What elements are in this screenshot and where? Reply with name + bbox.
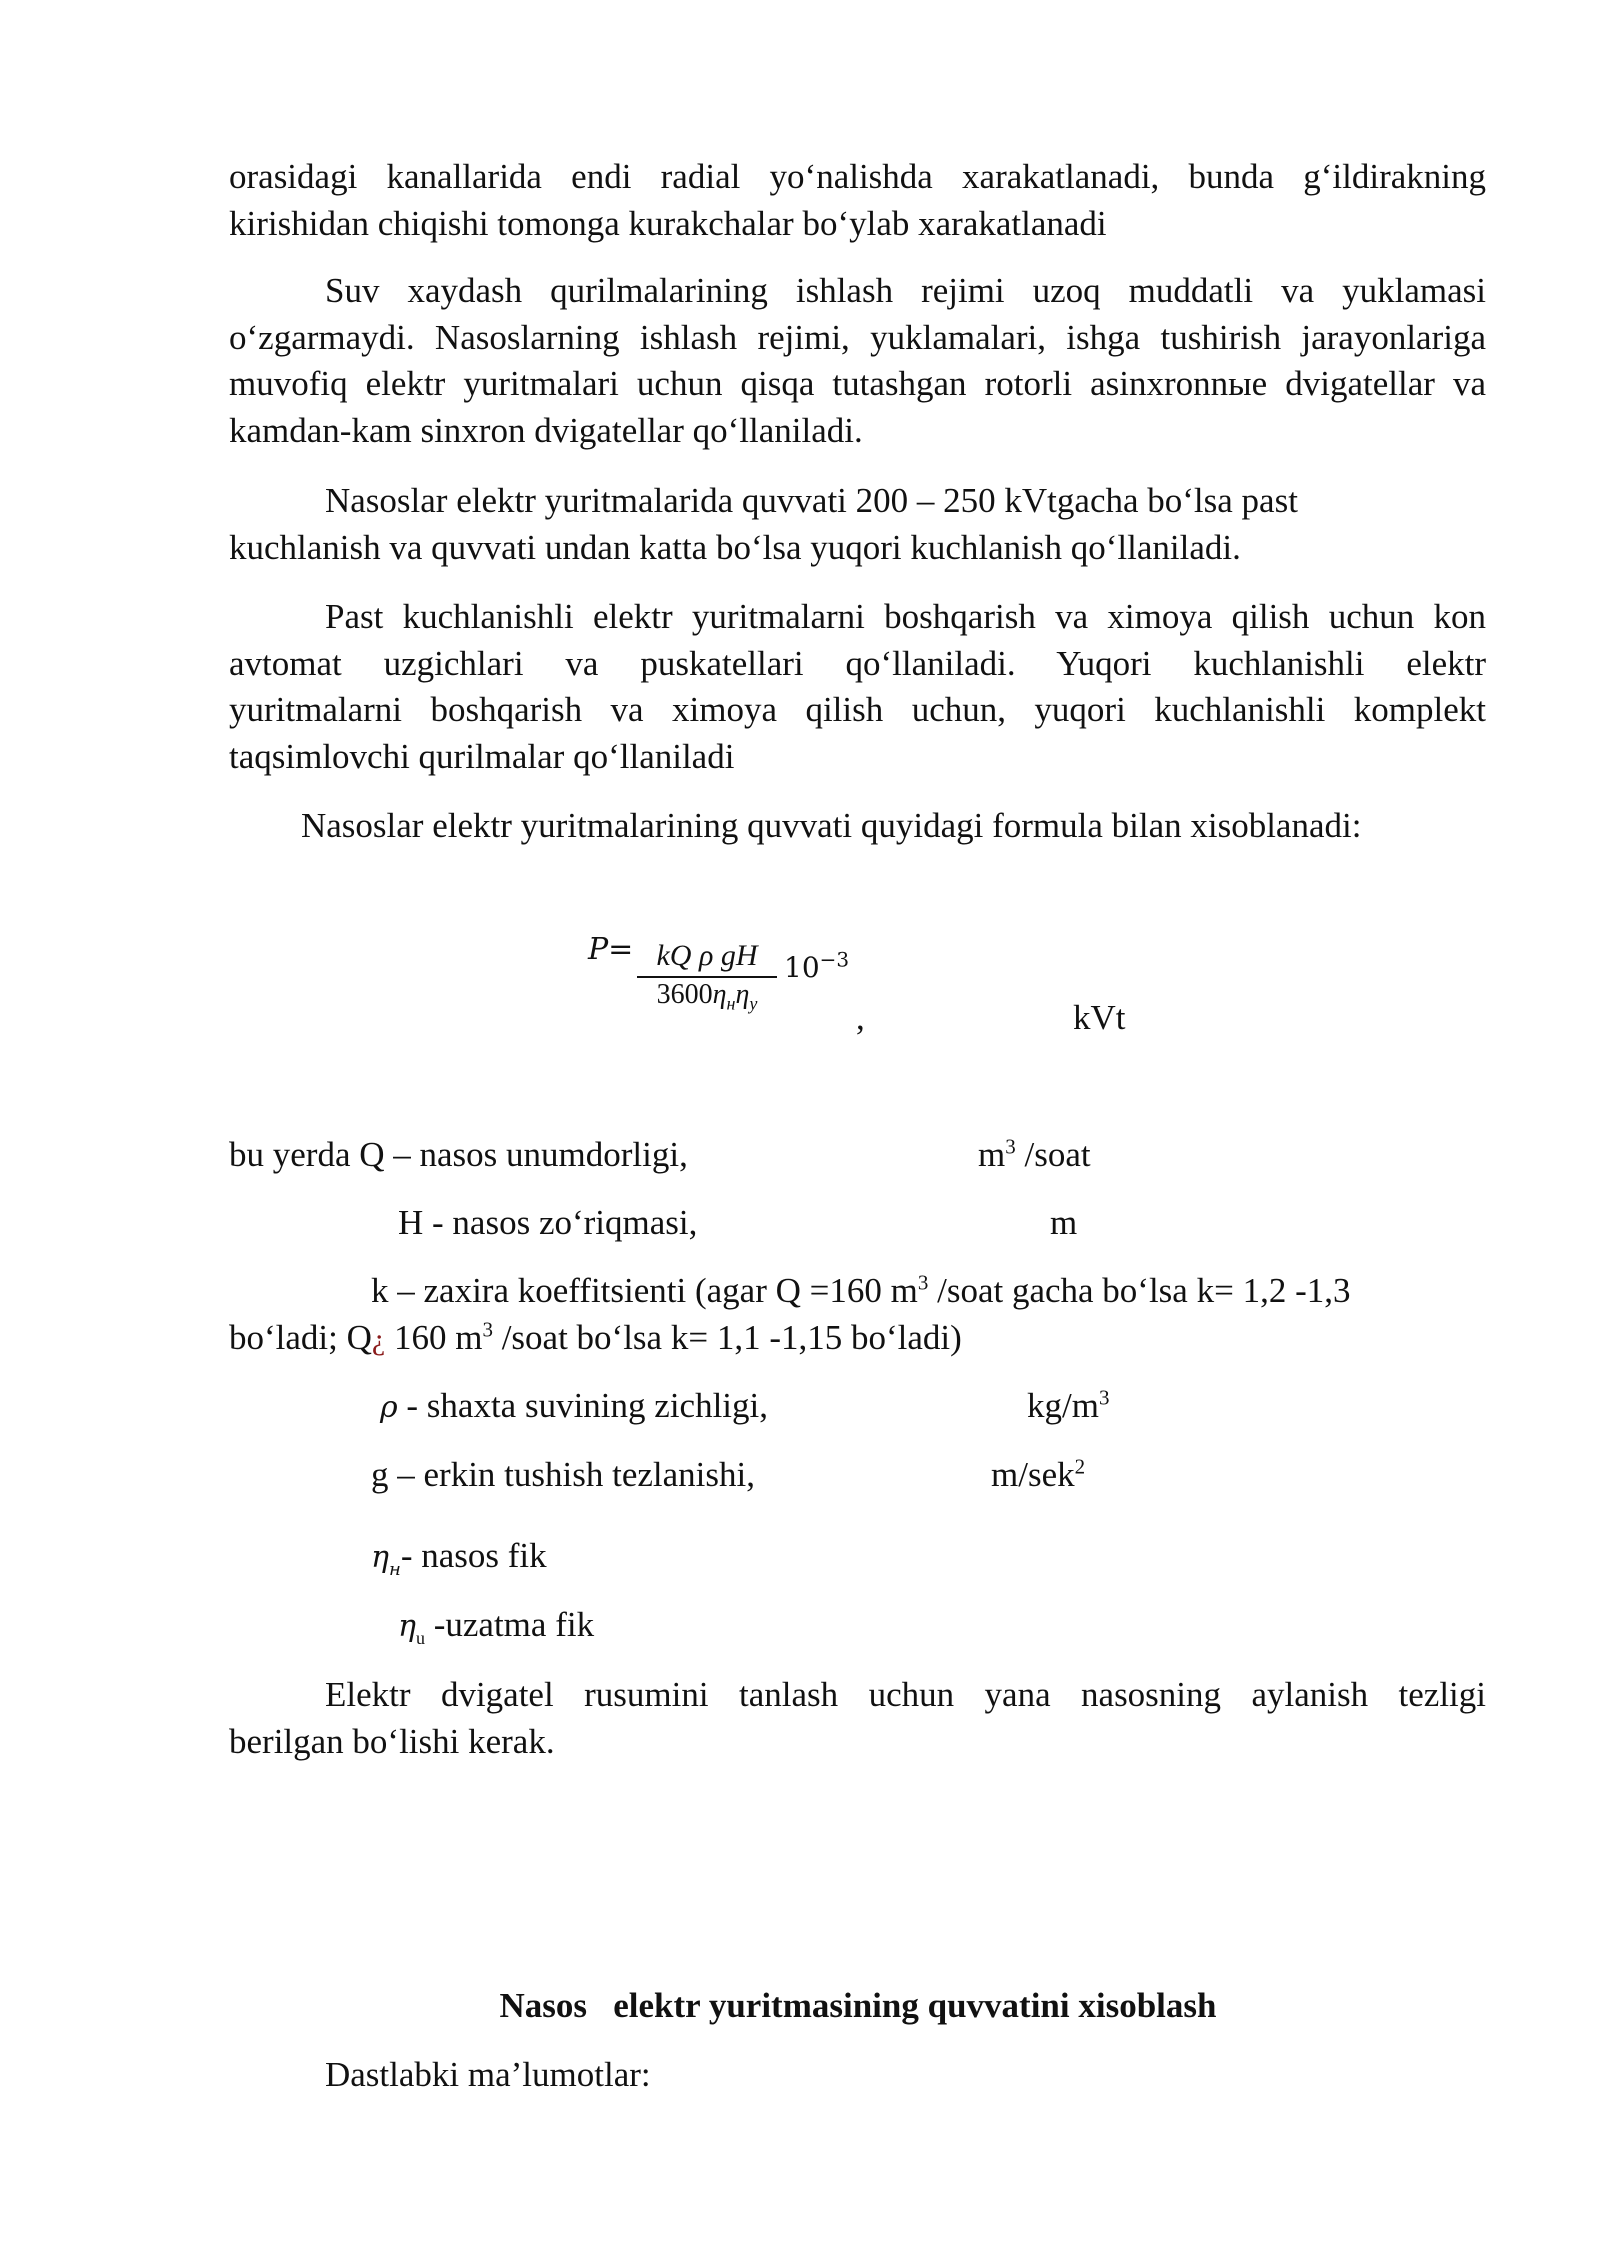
legend-eta-n [371,1536,547,1578]
text-line: kamdan-kam sinxron dvigatellar qo‘llaniladi. [229,410,863,450]
unit-text: m [978,1135,1006,1174]
formula-unit: kVt [1073,998,1126,1037]
text-part: -uzatma fik [424,1605,595,1644]
legend-rho-description [380,1386,768,1428]
rho-symbol: ρ [380,1390,398,1425]
eta-subscript: у [749,993,758,1014]
section-heading: Nasos elektr yuritmasining quvvatini xisoblash [499,1986,1217,2025]
text-part: - nasos fik [400,1536,547,1575]
paragraph-4 [229,594,1486,780]
legend-g-description: g – erkin tushish tezlanishi, [371,1455,755,1494]
legend-q-unit [978,1135,1091,1175]
text-line: berilgan bo‘lishi kerak. [229,1721,555,1761]
paragraph-3 [229,478,1486,571]
text-line: avtomat uzgichlari va puskatellari qo‘llaniladi. Yuqori kuchlanishli elektr [229,643,1486,683]
paragraph-5 [229,803,1486,850]
paragraph-2 [229,268,1486,454]
superscript: 3 [917,1270,929,1295]
eta-symbol: η [735,979,750,1010]
formula-comma: , [856,998,865,1037]
legend-k-line-1 [371,1271,1350,1311]
text-line: Suv xaydash qurilmalarining ishlash rejimi uzoq muddatli va yuklamasi [325,271,1486,310]
eta-symbol: η [371,1540,389,1575]
legend-h-unit: m [1050,1203,1078,1242]
text-part: - shaxta suvining zichligi, [397,1386,768,1425]
text-line: Past kuchlanishli elektr yuritmalarni boshqarish va ximoya qilish uchun kon [325,597,1486,636]
text-part: 160 m [385,1318,483,1357]
text-part: bo‘ladi; Q [229,1318,372,1357]
superscript: 3 [482,1317,493,1342]
text-line: taqsimlovchi qurilmalar qo‘llaniladi [229,736,735,776]
glyph-placeholder: ¿ [371,1323,386,1356]
text-line: Nasoslar elektr yuritmalarida quvvati 200 – 250 kVtgacha bo‘lsa past [325,481,1298,520]
text-line: kirishidan chiqishi tomonga kurakchalar bo‘ylab xarakatlanadi [229,203,1107,243]
initial-data-label: Dastlabki ma’lumotlar: [325,2055,651,2094]
formula-numerator: kQ ρ gH [656,939,758,972]
eta-symbol: η [398,1609,416,1644]
text-part: /soat gacha bo‘lsa k= 1,2 -1,3 [928,1271,1351,1310]
text-part: /soat bo‘lsa k= 1,1 -1,15 bo‘ladi) [492,1318,962,1357]
text-part: k – zaxira koeffitsienti (agar Q =160 m [371,1271,918,1310]
eta-symbol: η [712,979,727,1010]
legend-eta-u [398,1605,594,1647]
paragraph-1 [229,154,1486,247]
text-line: orasidagi kanallarida endi radial yo‘nalishda xarakatlanadi, bunda g‘ildirakning [229,157,1486,196]
power-exponent: −3 [819,947,850,972]
text-line: o‘zgarmaydi. Nasoslarning ishlash rejimi, yuklamalari, ishga tushirish jarayonlariga [229,317,1486,357]
legend-g-unit [991,1455,1085,1495]
text-line: yuritmalarni boshqarish va ximoya qilish uchun, yuqori kuchlanishli komplekt [229,690,1486,729]
text-line: Nasoslar elektr yuritmalarining quvvati quyidagi formula bilan xisoblanadi: [301,806,1362,845]
unit-text: m/sek [991,1455,1075,1494]
text-line: kuchlanish va quvvati undan katta bo‘lsa yuqori kuchlanish qo‘llaniladi. [229,527,1241,567]
formula-fraction [637,938,777,1012]
unit-text: /soat [1015,1135,1091,1174]
unit-superscript: 2 [1074,1454,1086,1479]
legend-q-description: bu yerda Q – nasos unumdorligi, [229,1135,688,1174]
text-line: Elektr dvigatel rusumini tanlash uchun yana nasosning aylanish tezligi [325,1675,1486,1714]
legend-k-line-2 [229,1318,962,1360]
unit-superscript: 3 [1098,1385,1110,1410]
eta-subscript: н [388,1559,401,1580]
paragraph-6 [229,1672,1486,1765]
formula-denominator [637,978,777,1012]
den-number: 3600 [656,979,713,1010]
legend-rho-unit [1027,1386,1109,1426]
eta-subscript: u [415,1628,425,1648]
power-base: 10 [784,951,820,984]
formula-lhs: P= [588,932,634,967]
legend-h-description: H - nasos zo‘riqmasi, [398,1203,698,1242]
text-line: muvofiq elektr yuritmalari uchun qisqa tutashgan rotorli asinxronnыe dvigatellar va [229,364,1486,403]
unit-text: kg/m [1027,1386,1099,1425]
eta-subscript: н [726,993,736,1014]
formula-power [784,947,850,984]
unit-superscript: 3 [1005,1134,1016,1159]
